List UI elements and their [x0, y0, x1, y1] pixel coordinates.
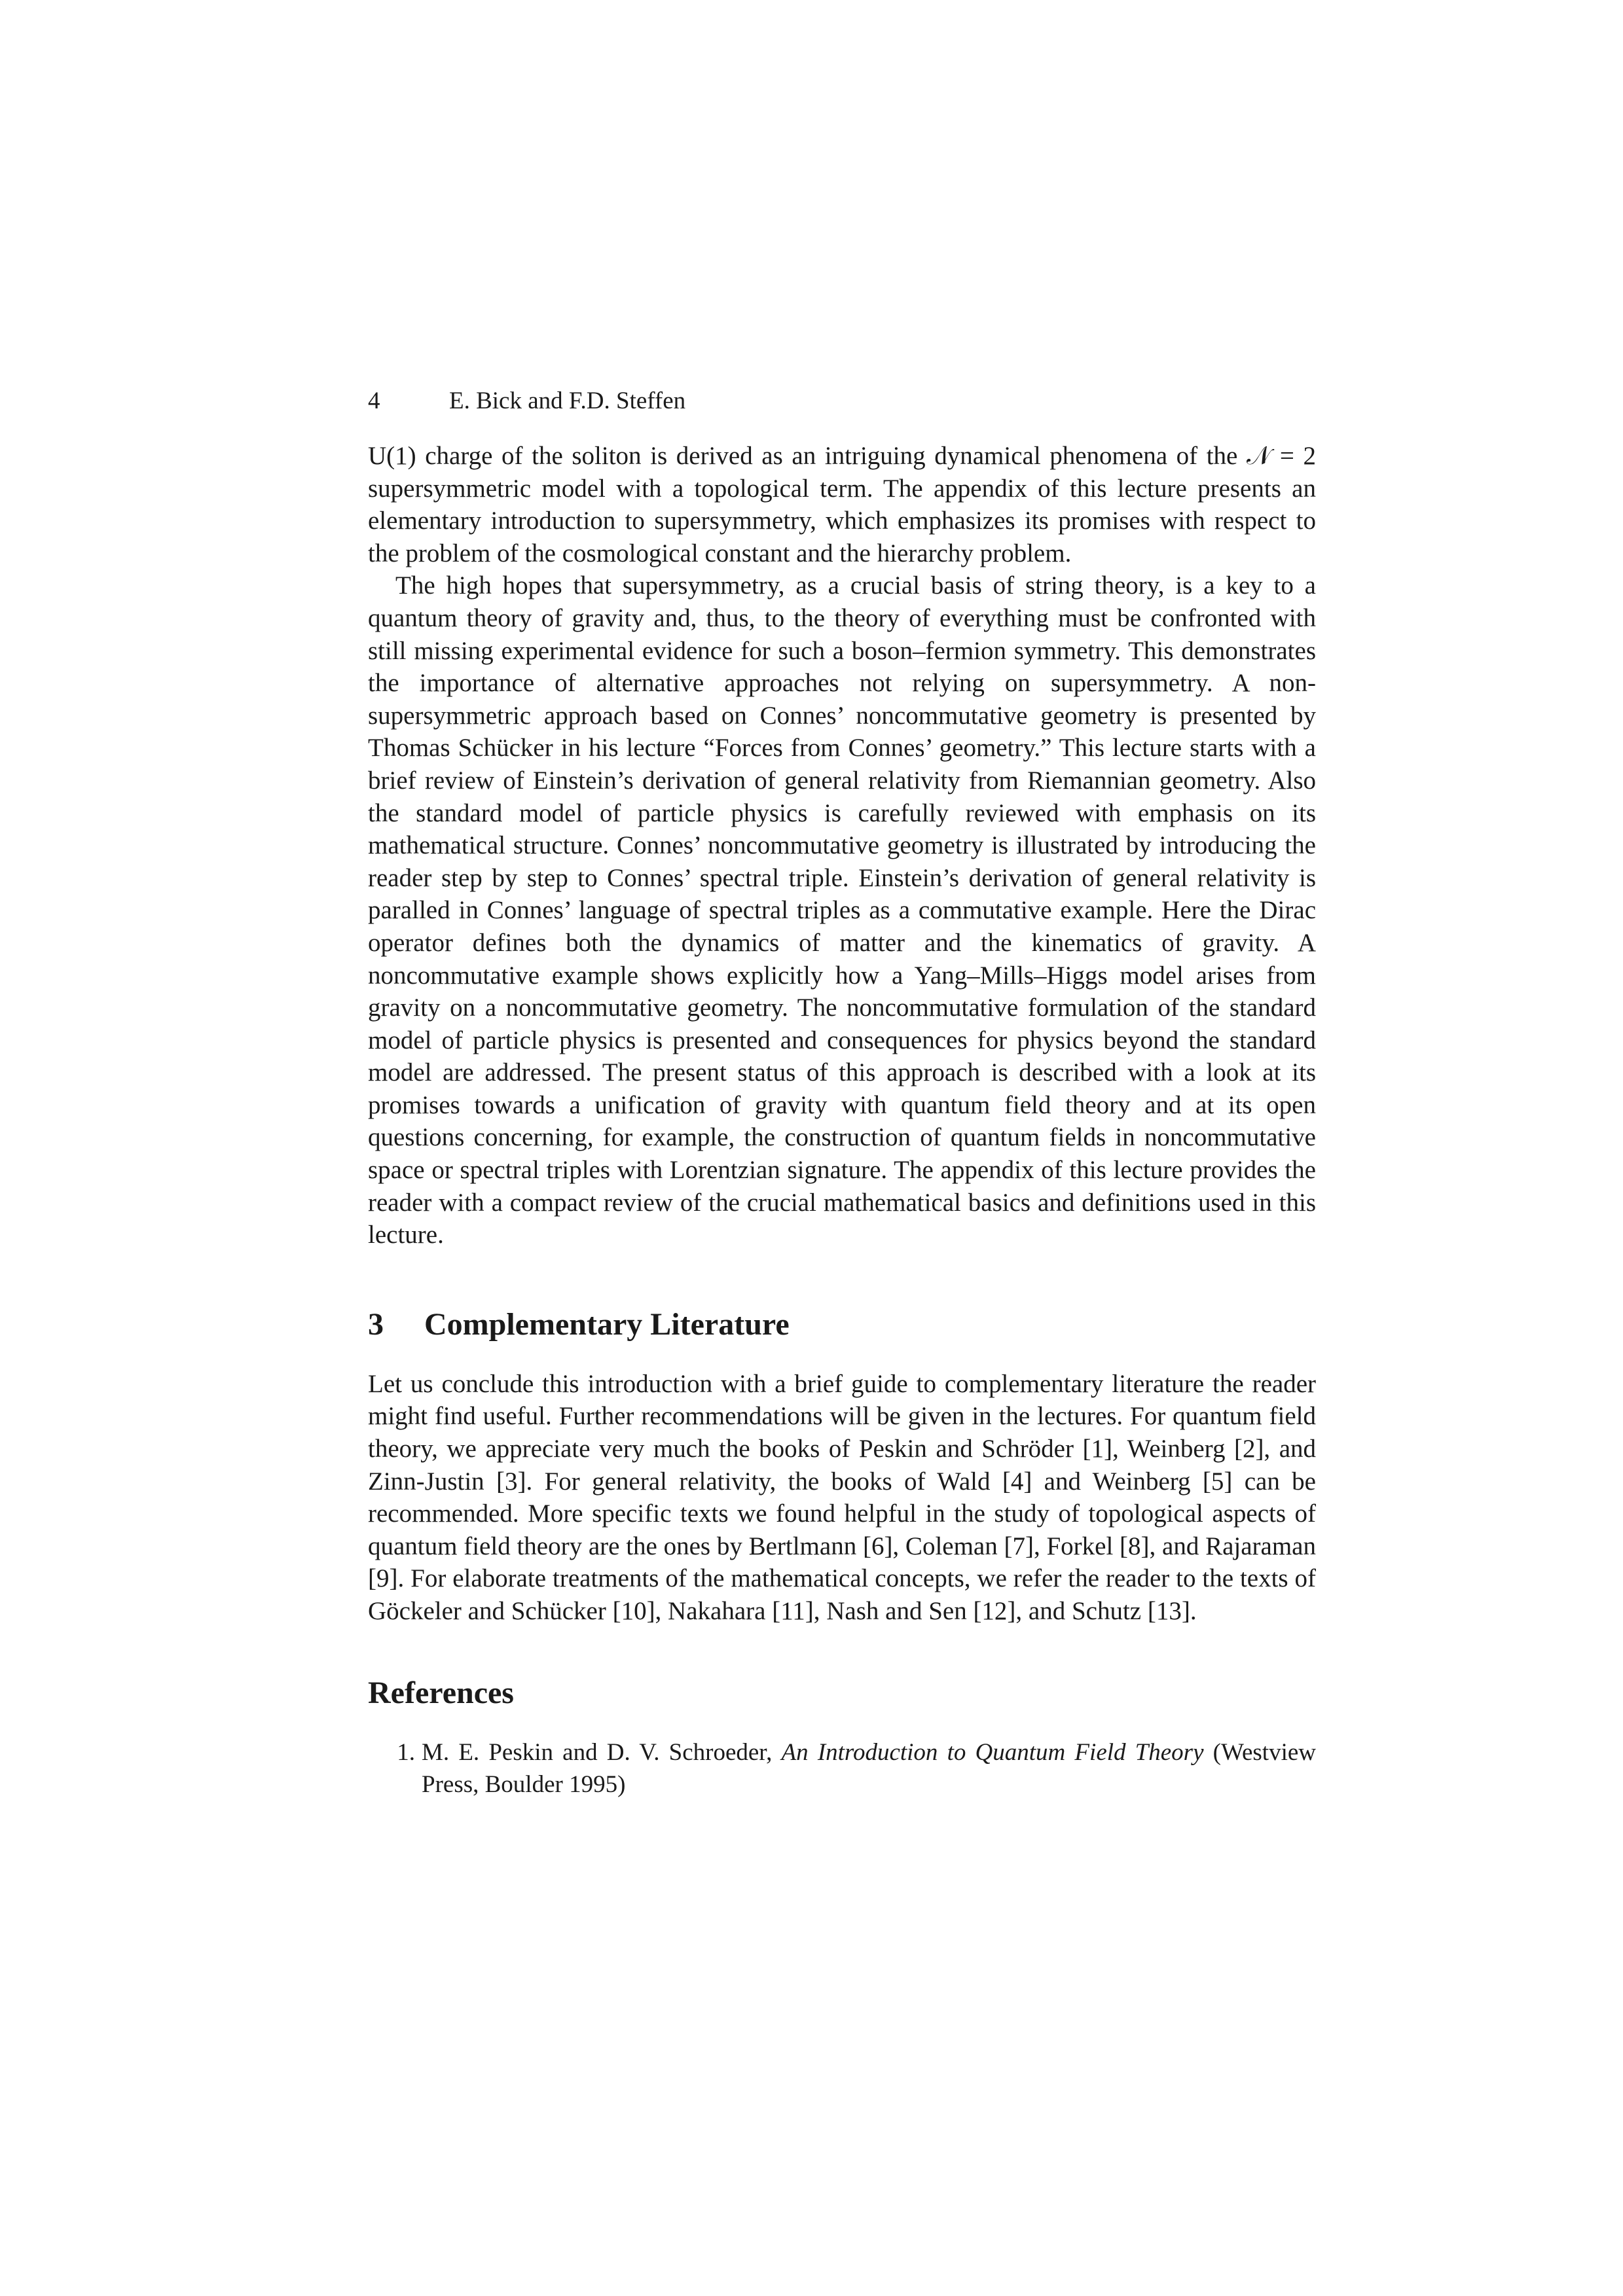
- running-head: [368, 385, 1316, 418]
- section-heading: [368, 1305, 1316, 1344]
- reference-title: An Introduction to Quantum Field Theory: [781, 1738, 1204, 1766]
- paragraph-complementary-literature: Let us conclude this introduction with a brief guide to complementary literature the reader might find useful. Further recommendations will be given in the lectures. For quantum field theory, we appreciate very much the books of Peskin and Schröder [1], Weinberg [2], and Zinn-Justin [3]. For general relativity, the books of Wald [4] and Weinberg [5] can be recommended. More specific texts we found helpful in the study of topological aspects of quantum field theory are the ones by Bertlmann [6], Coleman [7], Forkel [8], and Rajaraman [9]. For elaborate treatments of the mathematical concepts, we refer the reader to the texts of Göckeler and Schücker [10], Nakahara [11], Nash and Sen [12], and Schutz [13].: [368, 1369, 1316, 1625]
- reference-text: [415, 1736, 1316, 1801]
- paragraph-soliton: U(1) charge of the soliton is derived as an intriguing dynamical phenomena of the 𝒩 = 2 supersymmetric model with a topological term. The appendix of this lecture presents an elementary introduction to supersymmetry, which emphasizes its promises with respect to the problem of the cosmological constant and the hierarchy problem.: [368, 442, 1316, 567]
- page-body: [368, 385, 1316, 1801]
- reference-publisher: (Westview Press, Boulder 1995): [422, 1738, 1316, 1799]
- section-number: 3: [368, 1306, 384, 1342]
- page-number: 4: [368, 387, 380, 414]
- reference-number: 1.: [397, 1738, 415, 1766]
- reference-item: [368, 1736, 1316, 1801]
- references-heading: References: [368, 1675, 514, 1710]
- reference-authors: M. E. Peskin and D. V. Schroeder,: [422, 1738, 782, 1766]
- running-head-authors: E. Bick and F.D. Steffen: [449, 387, 686, 414]
- section-title: Complementary Literature: [424, 1306, 790, 1342]
- paragraph-noncommutative-geometry: The high hopes that supersymmetry, as a crucial basis of string theory, is a key to a quantum theory of gravity and, thus, to the theory of everything must be confronted with still missing experimental evidence for such a boson–fermion symmetry. This demonstrates the importance of alternative approaches not relying on supersymmetry. A non-supersymmetric approach based on Connes’ noncommutative geometry is presented by Thomas Schücker in his lecture “Forces from Connes’ geometry.” This lecture starts with a brief review of Einstein’s derivation of general relativity from Riemannian geometry. Also the standard model of particle physics is carefully reviewed with emphasis on its mathematical structure. Connes’ noncommutative geometry is illustrated by introducing the reader step by step to Connes’ spectral triple. Einstein’s derivation of general relativity is paralled in Connes’ language of spectral triples as a commutative example. Here the Dirac operator defines both the dynamics of matter and the kinematics of gravity. A noncommutative example shows explicitly how a Yang–Mills–Higgs model arises from gravity on a noncommutative geometry. The noncommutative formulation of the standard model of particle physics is presented and consequences for physics beyond the standard model are addressed. The present status of this approach is described with a look at its promises towards a unification of gravity with quantum field theory and at its open questions concerning, for example, the construction of quantum fields in noncommutative space or spectral triples with Lorentzian signature. The appendix of this lecture provides the reader with a compact review of the crucial mathematical basics and definitions used in this lecture.: [368, 571, 1316, 1249]
